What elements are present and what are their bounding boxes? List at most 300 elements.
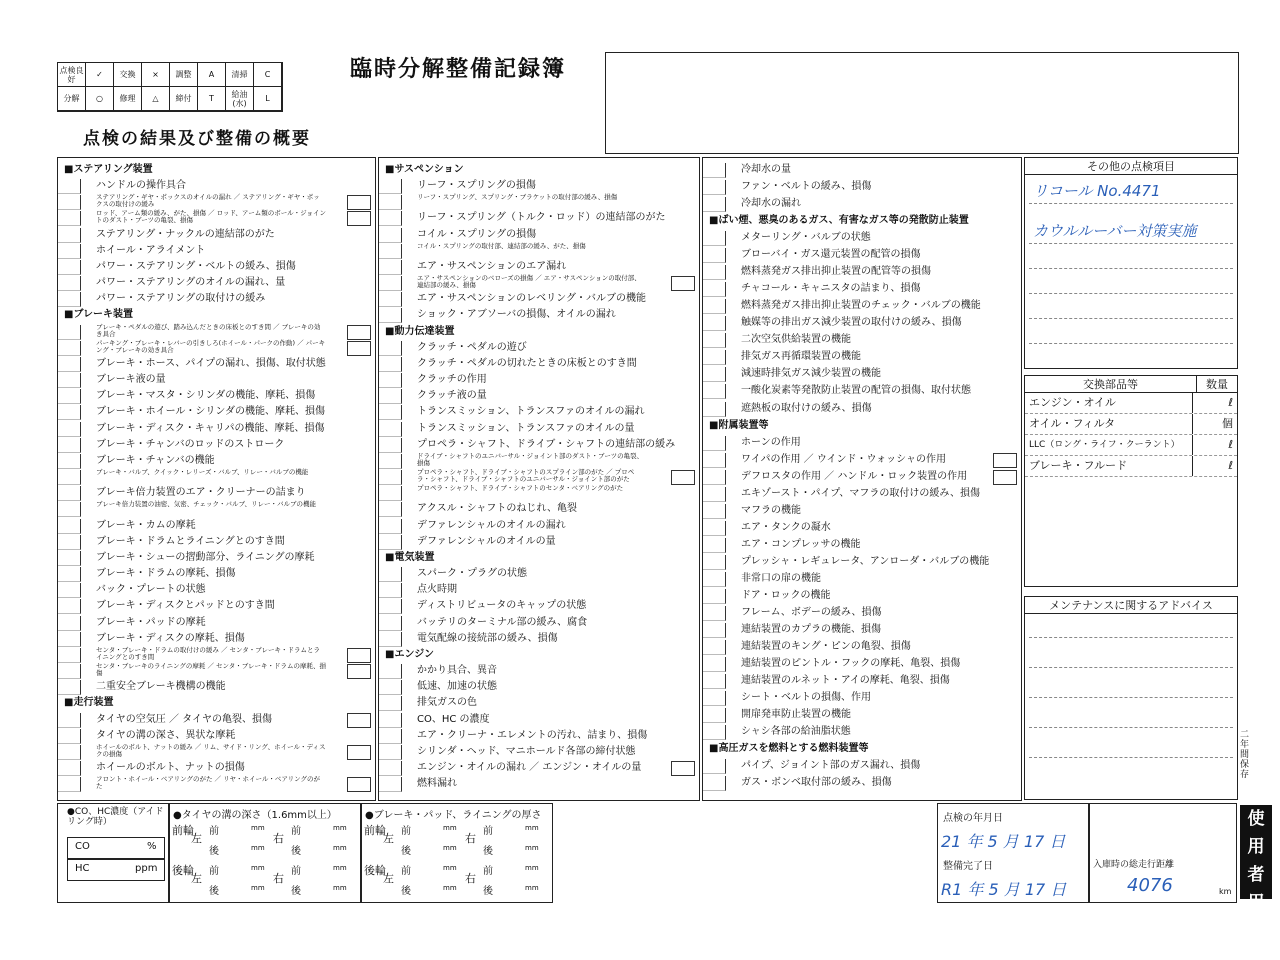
legend-cell: ○ xyxy=(86,87,114,111)
item-label: ■ばい煙、悪臭のあるガス、有害なガス等の発散防止装置 xyxy=(709,215,969,227)
check-box[interactable] xyxy=(703,231,726,246)
front-position-label: 前 xyxy=(291,866,301,877)
item-label: ブレーキ・チャンバの機能 xyxy=(96,454,215,466)
mm-unit: mm xyxy=(333,824,347,832)
check-box[interactable] xyxy=(58,777,81,792)
check-box[interactable] xyxy=(58,357,81,372)
check-box-secondary[interactable] xyxy=(347,648,371,663)
item-label: ブレーキ倍力装置のエア・クリーナーの詰まり xyxy=(96,487,306,499)
item-label: 排気ガスの色 xyxy=(417,697,477,709)
check-box[interactable] xyxy=(58,680,81,695)
check-box[interactable] xyxy=(703,180,726,195)
check-box[interactable] xyxy=(58,325,81,340)
check-box[interactable] xyxy=(379,761,402,776)
legend-cell: C xyxy=(254,63,282,87)
part-row xyxy=(1025,393,1237,414)
other-inspection-title: その他の点検項目 xyxy=(1025,158,1237,175)
item-label: ブレーキ・バルブ、クイック・レリーズ・バルブ、リレー・バルブの機能 xyxy=(96,468,309,477)
item-label: ブローバイ・ガス還元装置の配管の損傷 xyxy=(741,249,921,261)
item-label: トランスミッション、トランスファのオイルの漏れ xyxy=(417,406,645,418)
co-label: CO xyxy=(75,841,90,852)
item-label: エア・サスペンションのエア漏れ xyxy=(417,260,567,272)
item-label: ホイールのボルト、ナットの損傷 xyxy=(96,762,245,774)
completion-date: R1 年 5 月 17 日 xyxy=(941,880,1067,899)
part-name: エンジン・オイル xyxy=(1025,393,1193,413)
item-label: パワー・ステアリングのオイルの漏れ、量 xyxy=(96,277,286,289)
item-label: エア・タンクの凝水 xyxy=(741,521,831,533)
check-box-secondary[interactable] xyxy=(347,195,371,210)
check-box[interactable] xyxy=(703,350,726,365)
check-box[interactable] xyxy=(58,228,81,243)
qty-title: 数量 xyxy=(1206,378,1228,391)
check-box[interactable] xyxy=(379,502,402,517)
item-label: かかり具合、異音 xyxy=(417,665,497,677)
legend-cell: 清掃 xyxy=(226,63,254,87)
item-label: 冷却水の量 xyxy=(741,164,791,175)
co-unit: % xyxy=(147,841,157,852)
mm-unit: mm xyxy=(525,884,539,892)
mm-unit: mm xyxy=(333,884,347,892)
item-label: プロペラ・シャフト、ドライブ・シャフトのスプライン部のがた ／ プロペラ・シャフト、ドライブ・シャフトのユニバーサル・ジョイント部のがた xyxy=(417,468,635,484)
check-box[interactable] xyxy=(379,729,402,744)
advice-panel xyxy=(1024,596,1238,800)
check-box[interactable] xyxy=(703,589,726,604)
item-label: パイプ、ジョイント部のガス漏れ、損傷 xyxy=(741,760,921,772)
check-box[interactable] xyxy=(58,292,81,307)
item-label: ブレーキ・ディスクの摩耗、損傷 xyxy=(96,632,245,644)
item-label: プレッシャ・レギュレータ、アンローダ・バルブの機能 xyxy=(741,555,990,567)
checklist-column-1 xyxy=(57,157,376,801)
check-box-secondary[interactable] xyxy=(671,470,695,485)
check-box[interactable] xyxy=(379,438,402,453)
check-box[interactable] xyxy=(379,244,402,259)
item-label: プロペラ・シャフト、ドライブ・シャフトのセンタ・ベアリングのがた xyxy=(417,484,624,493)
item-label: エア・サスペンションのベローズの損傷 ／ エア・サスペンションの取付部、連結部の緩み、損傷 xyxy=(417,274,641,290)
check-box[interactable] xyxy=(379,535,402,550)
check-box[interactable] xyxy=(379,486,402,501)
check-box[interactable] xyxy=(379,713,402,728)
item-label: デフロスタの作用 ／ ハンドル・ロック装置の作用 xyxy=(741,470,968,482)
item-label: ディストリビュータのキャップの状態 xyxy=(417,600,587,612)
check-box[interactable] xyxy=(58,713,81,728)
check-box[interactable] xyxy=(379,211,402,226)
check-box[interactable] xyxy=(58,438,81,453)
check-box[interactable] xyxy=(379,616,402,631)
item-label: パワー・ステアリングの取付けの緩み xyxy=(96,293,266,305)
check-box[interactable] xyxy=(379,745,402,760)
check-box[interactable] xyxy=(379,599,402,614)
item-label: フレーム、ボデーの緩み、損傷 xyxy=(741,606,882,618)
mm-unit: mm xyxy=(251,884,265,892)
page-title: 臨時分解整備記録簿 xyxy=(350,57,567,82)
check-box[interactable] xyxy=(379,292,402,307)
check-box-secondary[interactable] xyxy=(347,745,371,760)
item-label: 冷却水の漏れ xyxy=(741,198,801,210)
mm-unit: mm xyxy=(443,864,457,872)
mm-unit: mm xyxy=(443,824,457,832)
legend-cell: 調整 xyxy=(170,63,198,87)
check-box[interactable] xyxy=(379,696,402,711)
item-label: ホイールのボルト、ナットの緩み ／ リム、サイド・リング、ホイール・ディスクの損傷 xyxy=(96,742,326,758)
check-box[interactable] xyxy=(703,470,726,485)
item-label: 排気ガス再循環装置の機能 xyxy=(741,351,861,363)
hc-unit: ppm xyxy=(135,863,158,874)
check-box-secondary[interactable] xyxy=(347,341,371,356)
check-box[interactable] xyxy=(58,567,81,582)
item-label: バッテリのターミナル部の緩み、腐食 xyxy=(417,616,588,628)
item-label: 燃料蒸発ガス排出抑止装置の配管等の損傷 xyxy=(741,266,931,278)
part-unit: ℓ xyxy=(1228,396,1233,409)
check-box[interactable] xyxy=(703,538,726,553)
part-name: オイル・フィルタ xyxy=(1025,414,1193,434)
check-box[interactable] xyxy=(703,674,726,689)
check-box[interactable] xyxy=(703,282,726,297)
front-position-label: 前 xyxy=(401,866,411,877)
item-label: ドア・ロックの機能 xyxy=(741,589,831,601)
item-label: 低速、加速の状態 xyxy=(417,681,497,693)
legend-cell: × xyxy=(142,63,170,87)
check-box[interactable] xyxy=(58,551,81,566)
check-box[interactable] xyxy=(703,606,726,621)
item-label: クラッチ・ペダルの遊び xyxy=(417,341,527,353)
check-box[interactable] xyxy=(379,179,402,194)
part-unit: ℓ xyxy=(1228,438,1233,451)
check-box[interactable] xyxy=(58,470,81,485)
item-label: ブレーキ・ディスク・キャリパの機能、摩耗、損傷 xyxy=(96,422,325,434)
check-box[interactable] xyxy=(379,470,402,485)
item-label: シート・ベルトの損傷、作用 xyxy=(741,692,871,704)
check-box[interactable] xyxy=(379,632,402,647)
check-box[interactable] xyxy=(703,436,726,451)
item-label: デファレンシャルのオイルの漏れ xyxy=(417,519,566,531)
item-label: クラッチ・ペダルの切れたときの床板とのすき間 xyxy=(417,357,637,369)
check-box-secondary[interactable] xyxy=(671,761,695,776)
side-label: 右 xyxy=(465,872,476,885)
item-label: ブレーキ・ペダルの遊び、踏み込んだときの床板とのすき間 ／ ブレーキの効き具合 xyxy=(96,322,321,338)
check-box-secondary[interactable] xyxy=(347,211,371,226)
item-label: 連結装置のピントル・フックの摩耗、亀裂、損傷 xyxy=(741,658,961,670)
check-box[interactable] xyxy=(379,357,402,372)
item-label: マフラの機能 xyxy=(741,504,801,516)
odometer-label: 入庫時の総走行距離 xyxy=(1093,860,1175,870)
mm-unit: mm xyxy=(525,844,539,852)
item-label: バック・プレートの状態 xyxy=(96,584,206,596)
item-label: ■サスペンション xyxy=(385,164,464,175)
part-row xyxy=(1025,435,1237,456)
check-box[interactable] xyxy=(379,308,402,323)
co-hc-title: ●CO、HC濃度（アイドリング時） xyxy=(67,807,164,827)
item-label: ■ステアリング装置 xyxy=(64,164,153,175)
legend-cell: L xyxy=(254,87,282,111)
item-label: パーキング・ブレーキ・レバーの引きしろ(ホイール・パークの作動) ／ パーキング・ブレーキの効き具合 xyxy=(96,338,326,354)
item-label: ブレーキ・ホイール・シリンダの機能、摩耗、損傷 xyxy=(96,406,325,418)
rear-position-label: 後 xyxy=(291,886,301,897)
check-box[interactable] xyxy=(703,333,726,348)
check-box[interactable] xyxy=(58,519,81,534)
replaced-parts-panel xyxy=(1024,375,1238,587)
check-box[interactable] xyxy=(58,373,81,388)
front-position-label: 前 xyxy=(291,826,301,837)
check-box[interactable] xyxy=(703,708,726,723)
check-box[interactable] xyxy=(703,657,726,672)
check-box[interactable] xyxy=(703,759,726,774)
item-label: 触媒等の排出ガス減少装置の取付けの緩み、損傷 xyxy=(741,317,962,329)
check-box[interactable] xyxy=(703,299,726,314)
front-position-label: 前 xyxy=(401,826,411,837)
check-box-secondary[interactable] xyxy=(347,713,371,728)
check-box[interactable] xyxy=(58,454,81,469)
check-box[interactable] xyxy=(379,519,402,534)
item-label: ■電気装置 xyxy=(385,551,435,563)
inspection-date: 21 年 5 月 17 日 xyxy=(941,832,1066,851)
item-label: リーフ・スプリングの損傷 xyxy=(417,180,536,192)
check-box[interactable] xyxy=(703,691,726,706)
check-box[interactable] xyxy=(58,729,81,744)
check-box[interactable] xyxy=(379,567,402,582)
legend-cell: ✓ xyxy=(86,63,114,87)
check-box-secondary[interactable] xyxy=(347,325,371,340)
check-box-secondary[interactable] xyxy=(993,470,1017,485)
check-box-secondary[interactable] xyxy=(347,664,371,679)
check-box[interactable] xyxy=(58,341,81,356)
item-label: ワイパの作用 ／ ウインド・ウォッシャの作用 xyxy=(741,453,946,465)
item-label: ブレーキ・パッドの摩耗 xyxy=(96,616,206,628)
item-label: タイヤの溝の深さ、異状な摩耗 xyxy=(96,729,236,741)
check-box[interactable] xyxy=(703,776,726,791)
check-box[interactable] xyxy=(703,504,726,519)
check-box[interactable] xyxy=(703,725,726,740)
item-label: ホーンの作用 xyxy=(741,436,801,448)
mm-unit: mm xyxy=(251,864,265,872)
check-box[interactable] xyxy=(58,502,81,517)
front-wheel-label: 前輪 xyxy=(172,824,194,837)
check-box[interactable] xyxy=(703,367,726,382)
check-box[interactable] xyxy=(379,228,402,243)
check-box[interactable] xyxy=(703,555,726,570)
check-box[interactable] xyxy=(58,583,81,598)
check-box[interactable] xyxy=(58,664,81,679)
check-box[interactable] xyxy=(58,405,81,420)
check-box[interactable] xyxy=(58,761,81,776)
legend-cell: △ xyxy=(142,87,170,111)
odometer-value: 4076 xyxy=(1127,875,1173,896)
mm-unit: mm xyxy=(251,824,265,832)
check-box[interactable] xyxy=(703,521,726,536)
check-box[interactable] xyxy=(379,777,402,792)
item-label: ■エンジン xyxy=(385,648,434,660)
check-box[interactable] xyxy=(58,648,81,663)
item-label: ハンドルの操作具合 xyxy=(96,180,186,192)
side-label: 右 xyxy=(273,872,284,885)
tire-depth-title: ●タイヤの溝の深さ（1.6mm以上） xyxy=(173,810,337,821)
front-position-label: 前 xyxy=(209,826,219,837)
odometer-unit: km xyxy=(1219,887,1232,896)
side-label: 左 xyxy=(383,872,394,885)
legend-cell: 給油(水) xyxy=(226,87,254,111)
other-inspection-panel xyxy=(1024,157,1238,369)
check-box[interactable] xyxy=(379,341,402,356)
part-name: LLC（ロング・ライフ・クーラント） xyxy=(1025,435,1193,455)
item-label: ブレーキ・マスタ・シリンダの機能、摩耗、損傷 xyxy=(96,390,316,402)
item-label: ブレーキ・ドラムの摩耗、損傷 xyxy=(96,568,236,580)
checklist-column-2 xyxy=(378,157,700,801)
legend-cell: 分解 xyxy=(58,87,86,111)
mm-unit: mm xyxy=(525,864,539,872)
item-label: ブレーキ・ディスクとパッドとのすき間 xyxy=(96,600,275,612)
item-label: ■附属装置等 xyxy=(709,419,769,431)
item-label: 減速時排気ガス減少装置の機能 xyxy=(741,368,881,380)
item-label: ガス・ボンベ取付部の緩み、損傷 xyxy=(741,777,892,789)
item-label: 連結装置のキング・ピンの亀裂、損傷 xyxy=(741,641,911,653)
check-box[interactable] xyxy=(379,373,402,388)
item-label: シャシ各部の給油脂状態 xyxy=(741,726,851,738)
check-box[interactable] xyxy=(703,163,726,178)
item-label: 二次空気供給装置の機能 xyxy=(741,334,851,346)
item-label: ■動力伝達装置 xyxy=(385,325,455,337)
check-box[interactable] xyxy=(58,244,81,259)
item-label: メターリング・バルブの状態 xyxy=(741,232,871,244)
rear-wheel-label: 後輪 xyxy=(172,864,194,877)
check-box-secondary[interactable] xyxy=(671,276,695,291)
check-box[interactable] xyxy=(703,572,726,587)
check-box[interactable] xyxy=(379,389,402,404)
check-box[interactable] xyxy=(58,599,81,614)
legend-grid xyxy=(57,62,283,112)
item-label: チャコール・キャニスタの詰まり、損傷 xyxy=(741,283,921,295)
part-unit: 個 xyxy=(1222,417,1233,430)
check-box[interactable] xyxy=(58,195,81,210)
rear-position-label: 後 xyxy=(209,886,219,897)
item-label: ■高圧ガスを燃料とする燃料装置等 xyxy=(709,743,869,755)
check-box[interactable] xyxy=(58,616,81,631)
check-box[interactable] xyxy=(703,197,726,212)
front-position-label: 前 xyxy=(483,866,493,877)
user-copy-label: 使用者用 xyxy=(1240,805,1272,899)
check-box[interactable] xyxy=(379,664,402,679)
check-box[interactable] xyxy=(703,640,726,655)
customer-info-box xyxy=(605,52,1239,154)
item-label: エンジン・オイルの漏れ ／ エンジン・オイルの量 xyxy=(417,762,642,774)
check-box-secondary[interactable] xyxy=(993,453,1017,468)
item-label: ドライブ・シャフトのユニバーサル・ジョイント部のダスト・ブーツの亀裂、損傷 xyxy=(417,451,644,467)
item-label: 一酸化炭素等発散防止装置の配管の損傷、取付状態 xyxy=(741,385,971,397)
item-label: ホイール・アライメント xyxy=(96,244,206,256)
item-label: タイヤの空気圧 ／ タイヤの亀裂、損傷 xyxy=(96,713,272,725)
item-label: 非常口の扉の機能 xyxy=(741,572,821,584)
item-label: コイル・スプリングの損傷 xyxy=(417,228,537,240)
check-box[interactable] xyxy=(703,316,726,331)
item-label: 燃料漏れ xyxy=(417,778,457,790)
item-label: プロペラ・シャフト、ドライブ・シャフトの連結部の緩み xyxy=(417,438,676,450)
check-box[interactable] xyxy=(58,422,81,437)
check-box[interactable] xyxy=(58,486,81,501)
legend-cell: 点検良好 xyxy=(58,63,86,87)
item-label: ショック・アブソーバの損傷、オイルの漏れ xyxy=(417,309,616,321)
legend-cell: 締付 xyxy=(170,87,198,111)
legend-cell: 修理 xyxy=(114,87,142,111)
handwritten-line-2: カウルルーバー対策実施 xyxy=(1033,222,1197,240)
check-box[interactable] xyxy=(703,384,726,399)
item-label: CO、HC の濃度 xyxy=(417,713,490,725)
item-label: エア・サスペンションのレベリング・バルブの機能 xyxy=(417,293,646,305)
check-box[interactable] xyxy=(379,405,402,420)
check-box[interactable] xyxy=(703,265,726,280)
check-box[interactable] xyxy=(379,195,402,210)
item-label: スパーク・プラグの状態 xyxy=(417,568,527,580)
item-label: クラッチの作用 xyxy=(417,374,487,386)
handwritten-line-1: リコール No.4471 xyxy=(1033,182,1161,200)
item-label: ファン・ベルトの緩み、損傷 xyxy=(741,181,872,193)
item-label: ブレーキ液の量 xyxy=(96,374,166,386)
item-label: 電気配線の接続部の緩み、損傷 xyxy=(417,632,558,644)
item-label: リーフ・スプリング（トルク・ロッド）の連結部のがた xyxy=(417,212,666,224)
check-box[interactable] xyxy=(379,454,402,469)
side-label: 左 xyxy=(191,872,202,885)
check-box[interactable] xyxy=(58,179,81,194)
rear-position-label: 後 xyxy=(483,886,493,897)
check-box[interactable] xyxy=(58,632,81,647)
item-label: フロント・ホイール・ベアリングのがた ／ リヤ・ホイール・ベアリングのがた xyxy=(96,775,320,791)
item-label: ステアリング・ギヤ・ボックスのオイルの漏れ ／ ステアリング・ギヤ・ボックスの取付けの緩み xyxy=(96,193,320,209)
check-box[interactable] xyxy=(379,276,402,291)
item-label: シリンダ・ヘッド、マニホールド各部の締付状態 xyxy=(417,745,636,757)
part-unit: ℓ xyxy=(1228,459,1233,472)
front-position-label: 前 xyxy=(483,826,493,837)
check-box[interactable] xyxy=(58,745,81,760)
brake-thickness-title: ●ブレーキ・パッド、ライニングの厚さ xyxy=(365,810,542,821)
part-row xyxy=(1025,456,1237,477)
item-label: ステアリング・ナックルの連結部のがた xyxy=(96,228,275,240)
check-box[interactable] xyxy=(58,276,81,291)
check-box[interactable] xyxy=(703,402,726,417)
check-box[interactable] xyxy=(703,623,726,638)
check-box[interactable] xyxy=(379,680,402,695)
check-box[interactable] xyxy=(58,211,81,226)
check-box[interactable] xyxy=(703,487,726,502)
legend-cell: A xyxy=(198,63,226,87)
item-label: コイル・スプリングの取付部、連結部の緩み、がた、損傷 xyxy=(417,241,586,250)
item-label: トランスミッション、トランスファのオイルの量 xyxy=(417,422,635,434)
inspection-date-label: 点検の年月日 xyxy=(943,813,1003,824)
item-label: センタ・ブレーキのライニングの摩耗 ／ センタ・ブレーキ・ドラムの摩耗、損傷 xyxy=(96,662,326,678)
item-label: パワー・ステアリング・ベルトの緩み、損傷 xyxy=(96,260,296,272)
check-box[interactable] xyxy=(58,389,81,404)
item-label: 開扉発車防止装置の機能 xyxy=(741,709,851,721)
item-label: ブレーキ・チャンバのロッドのストローク xyxy=(96,438,285,450)
checklist-column-3 xyxy=(702,157,1022,801)
check-box[interactable] xyxy=(379,422,402,437)
item-label: ■走行装置 xyxy=(64,697,114,709)
side-label: 右 xyxy=(273,832,284,845)
item-label: エア・クリーナ・エレメントの汚れ、詰まり、損傷 xyxy=(417,729,648,741)
item-label: ■ブレーキ装置 xyxy=(64,309,134,321)
mm-unit: mm xyxy=(443,844,457,852)
check-box-secondary[interactable] xyxy=(347,777,371,792)
completion-date-label: 整備完了日 xyxy=(943,861,993,872)
side-label: 左 xyxy=(191,832,202,845)
item-label: エア・コンプレッサの機能 xyxy=(741,538,861,550)
check-box[interactable] xyxy=(379,583,402,598)
mm-unit: mm xyxy=(251,844,265,852)
check-box[interactable] xyxy=(58,535,81,550)
check-box[interactable] xyxy=(703,248,726,263)
check-box[interactable] xyxy=(379,260,402,275)
item-label: センタ・ブレーキ・ドラムの取付けの緩み ／ センタ・ブレーキ・ドラムとライニングとのすき間 xyxy=(96,645,320,661)
check-box[interactable] xyxy=(703,453,726,468)
check-box[interactable] xyxy=(58,260,81,275)
mm-unit: mm xyxy=(443,884,457,892)
item-label: 二重安全ブレーキ機構の機能 xyxy=(96,681,226,693)
